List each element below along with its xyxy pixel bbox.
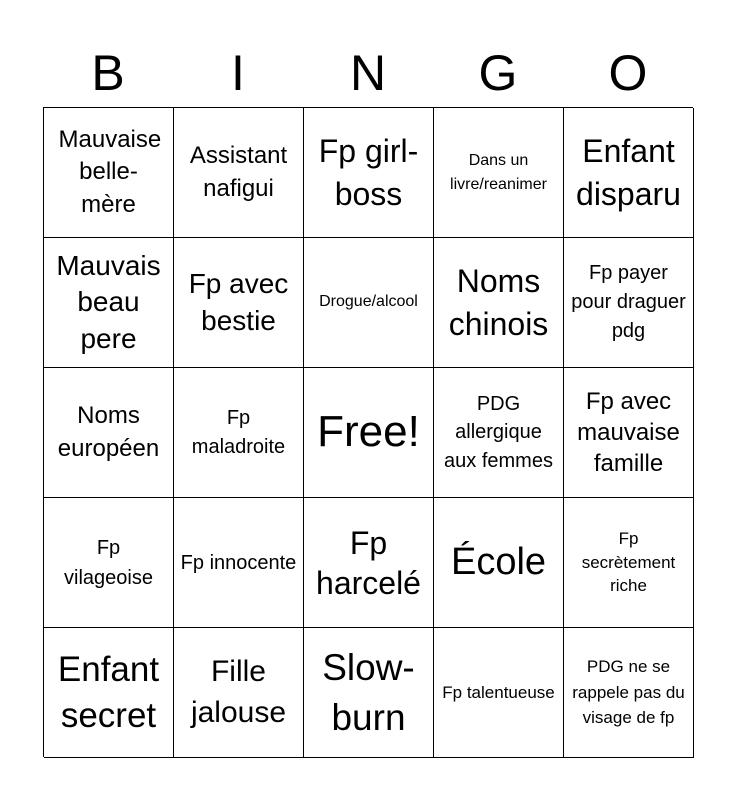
bingo-cell[interactable] [174,238,304,368]
cell-label: Fille jalouse [190,655,287,729]
bingo-grid [43,107,693,757]
bingo-cell free-cell[interactable] [304,368,434,498]
cell-label: Assistant nafigui [189,142,288,202]
bingo-cell[interactable] [434,628,564,758]
bingo-cell[interactable] [174,498,304,628]
cell-label: Fp avec mauvaise famille [577,387,680,478]
bingo-cell[interactable] [564,368,694,498]
bingo-cell[interactable] [434,498,564,628]
bingo-header [43,40,693,106]
bingo-cell[interactable] [564,498,694,628]
cell-label: Enfant disparu [576,133,681,212]
cell-label: Mauvais beau pere [56,249,161,354]
bingo-cell[interactable] [434,368,564,498]
header-letter-n: N [349,45,387,101]
bingo-cell[interactable] [44,108,174,238]
cell-label: Fp talentueuse [442,682,555,702]
header-letter-i: I [231,45,245,101]
cell-label: Mauvaise belle-mère [58,125,162,218]
header-letter-g: G [478,45,518,101]
cell-label: Fp girl-boss [318,133,419,212]
bingo-cell[interactable] [44,498,174,628]
bingo-cell[interactable] [44,628,174,758]
header-letter-o: O [608,45,648,101]
bingo-cell[interactable] [44,368,174,498]
cell-label: Fp avec bestie [188,268,289,336]
bingo-cell[interactable] [304,238,434,368]
bingo-cell[interactable] [564,628,694,758]
bingo-cell[interactable] [174,108,304,238]
bingo-cell[interactable] [304,498,434,628]
cell-label: Fp innocente [180,551,297,574]
cell-label: Fp secrètement riche [581,528,676,596]
header-letter-b: B [91,45,125,101]
cell-label: Fp payer pour draguer pdg [571,262,686,342]
bingo-cell[interactable] [174,628,304,758]
cell-label: Enfant secret [57,650,160,735]
bingo-cell[interactable] [434,108,564,238]
bingo-cell[interactable] [174,368,304,498]
cell-label: PDG ne se rappele pas du visage de fp [572,657,685,728]
cell-label: Slow-burn [322,646,415,738]
bingo-cell[interactable] [434,238,564,368]
bingo-cell[interactable] [304,628,434,758]
cell-label: Noms européen [57,402,160,462]
cell-label: Fp harcelé [316,524,421,601]
bingo-cell[interactable] [564,238,694,368]
cell-label: École [450,540,547,583]
free-label: Free! [317,407,420,457]
cell-label: Fp maladroite [191,406,286,458]
cell-label: Fp vilageoise [64,536,153,589]
cell-label: Noms chinois [448,263,549,342]
bingo-cell[interactable] [304,108,434,238]
cell-label: Dans un livre/reanimer [450,152,547,193]
bingo-cell[interactable] [564,108,694,238]
bingo-cell[interactable] [44,238,174,368]
cell-label: Drogue/alcool [319,293,418,311]
cell-label: PDG allergique aux femmes [444,392,553,472]
